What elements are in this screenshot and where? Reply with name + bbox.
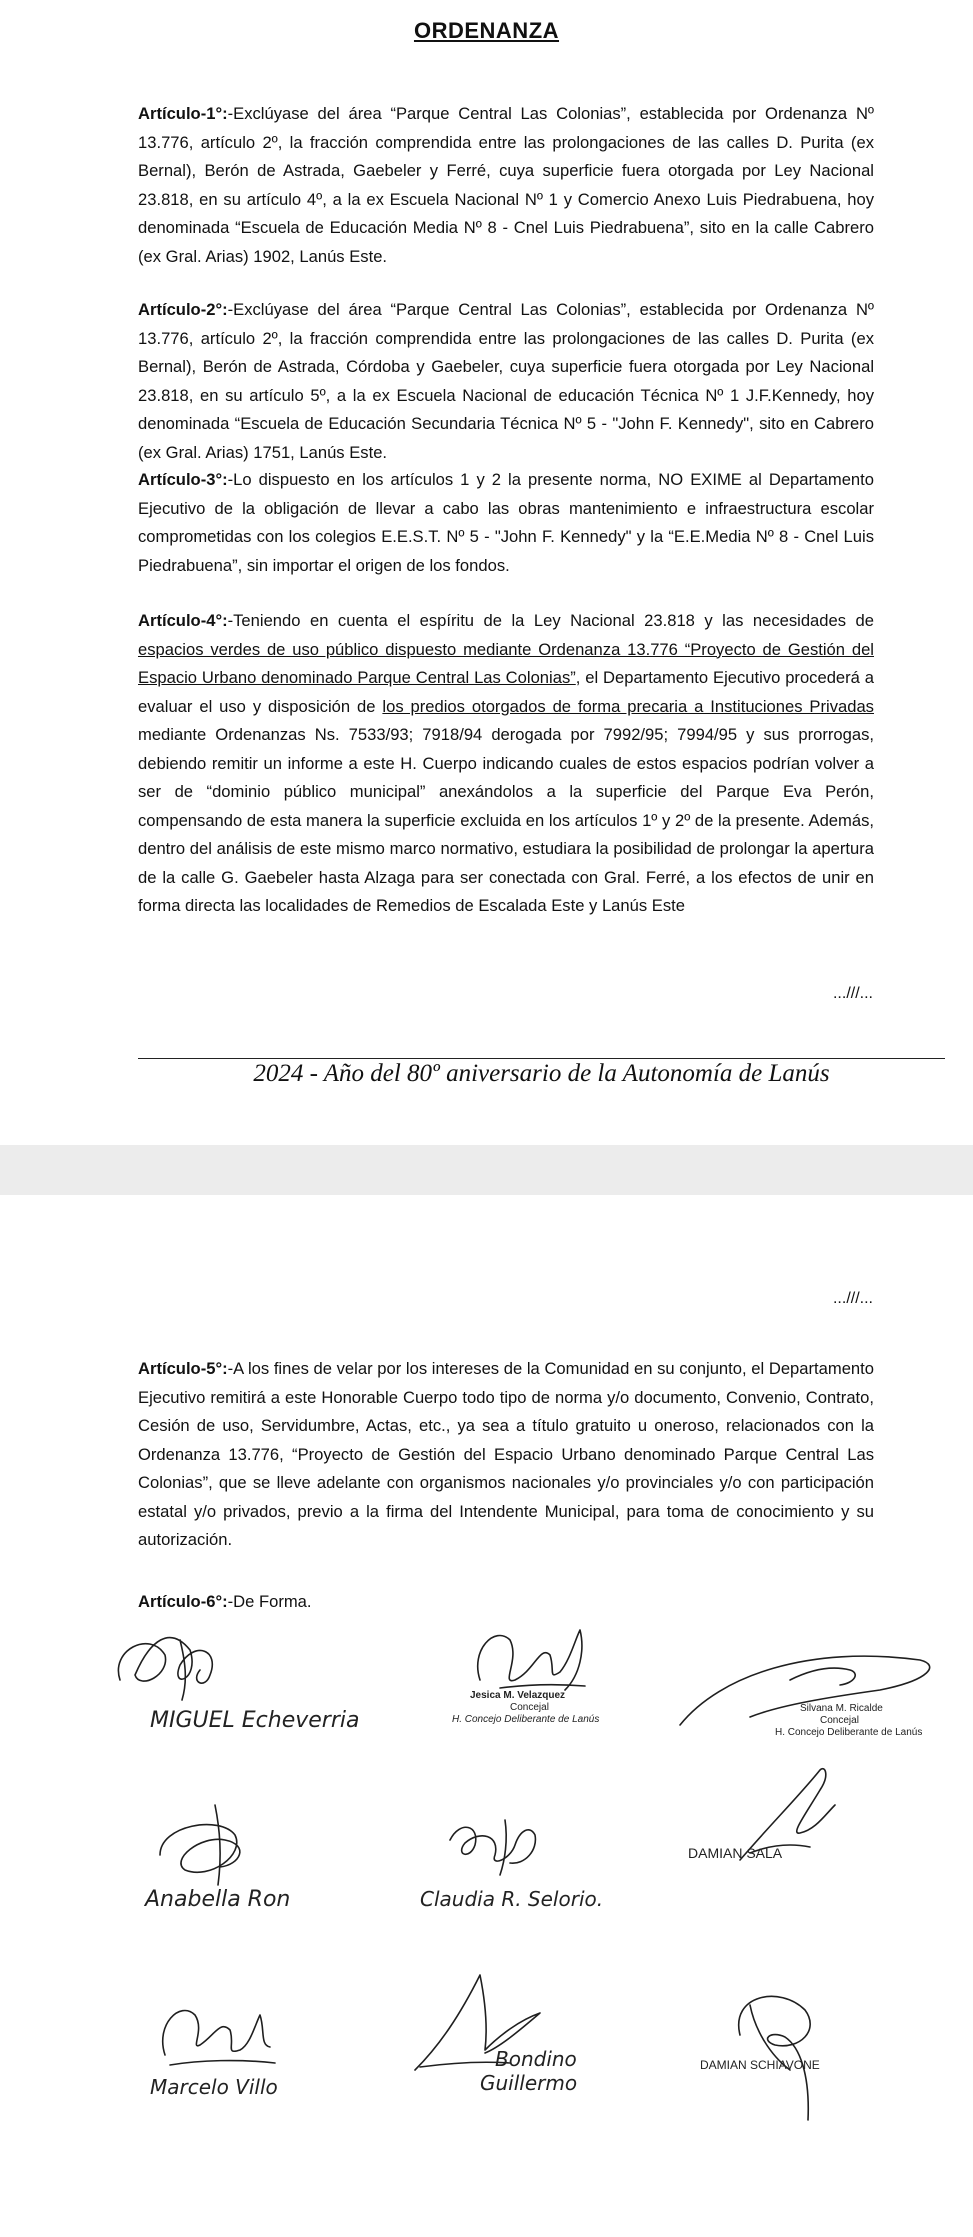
signature-4-name: Anabella Ron	[145, 1887, 291, 1912]
signature-1	[110, 1620, 430, 1733]
article-3-label: Artículo-3°:	[138, 470, 228, 489]
article-4-text-c: mediante Ordenanzas Ns. 7533/93; 7918/94 derogada por 7992/95; 7994/95 y sus prorrogas, debiendo remitir un informe a este H. Cuerpo indicando cuales de estos espacios podrían volver a ser de “dominio público municipal” anexándolos a la superficie del Parque Eva Perón, compensando de esta manera la superficie excluida en los artículos 1º y 2º de la presente. Además, dentro del análisis de este mismo marco normativo, estudiara la posibilidad de prolongar la apertura de la calle G. Gaebeler hasta Alzaga para ser conectada con Gral. Ferré, a los efectos de unir en forma directa las localidades de Remedios de Escalada Este y Lanús Este	[138, 725, 874, 915]
article-6-label: Artículo-6°:	[138, 1592, 228, 1611]
signature-5	[420, 1805, 620, 1915]
signature-1-name: MIGUEL Echeverria	[150, 1708, 360, 1733]
signature-4	[140, 1795, 360, 1915]
article-2-label: Artículo-2°:	[138, 300, 228, 319]
article-4-label: Artículo-4°:	[138, 611, 228, 630]
signature-2-stamp-role: Concejal	[510, 1702, 549, 1713]
signature-8	[400, 1955, 620, 2095]
signature-7	[140, 1985, 360, 2105]
continuation-marker-top: ...///...	[832, 1290, 873, 1307]
article-1-text: -Exclúyase del área “Parque Central Las Colonias”, establecida por Ordenanza Nº 13.776, artículo 2º, la fracción comprendida entre las prolongaciones de las calles D. Purita (ex Bernal), Berón de Astrada, Gaebeler y Ferré, cuya superficie fuera otorgada por Ley Nacional 23.818, en su artículo 4º, a la ex Escuela Nacional Nº 1 y Comercio Anexo Luis Piedrabuena, hoy denominada “Escuela de Educación Media Nº 8 - Cnel Luis Piedrabuena”, sito en la calle Cabrero (ex Gral. Arias) 1902, Lanús Este.	[138, 104, 874, 266]
signature-2	[440, 1610, 640, 1730]
footer-divider	[138, 1058, 945, 1059]
article-5	[138, 1355, 874, 1555]
signature-3	[660, 1635, 950, 1745]
article-1	[138, 100, 874, 271]
signature-9	[680, 1975, 880, 2125]
signature-3-stamp-body: H. Concejo Deliberante de Lanús	[775, 1727, 923, 1738]
article-4-text-b: , el Departamento Ejecutivo procederá a evaluar el uso y disposición de	[138, 668, 874, 716]
document-title: ORDENANZA	[413, 18, 560, 43]
article-4-underline-b: los predios otorgados de forma precaria a Instituciones Privadas	[382, 696, 874, 716]
article-3-text: -Lo dispuesto en los artículos 1 y 2 la presente norma, NO EXIME al Departamento Ejecutivo de la obligación de llevar a cabo las obras mantenimiento e infraestructura escolar comprometidas con los colegios E.E.S.T. Nº 5 - "John F. Kennedy" y la “E.E.Media Nº 8 - Cnel Luis Piedrabuena”, sin importar el origen de los fondos.	[138, 470, 874, 575]
article-5-label: Artículo-5°:	[138, 1359, 228, 1378]
article-4	[138, 607, 874, 921]
signature-5-name: Claudia R. Selorio.	[420, 1887, 604, 1911]
signature-7-name: Marcelo Villo	[150, 2075, 278, 2099]
article-2	[138, 296, 874, 467]
article-4-underline-a: espacios verdes de uso público dispuesto mediante Ordenanza 13.776 “Proyecto de Gestión del Espacio Urbano denominado Parque Central Las Colonias”	[138, 639, 874, 687]
signature-6-name: DAMIAN SALA	[688, 1845, 783, 1861]
article-3	[138, 466, 874, 580]
signature-3-stamp-role: Concejal	[820, 1715, 859, 1726]
footer-text: 2024 - Año del 80º aniversario de la Autonomía de Lanús	[253, 1060, 830, 1087]
signature-6	[680, 1755, 880, 1885]
signature-2-stamp-body: H. Concejo Deliberante de Lanús	[452, 1714, 600, 1725]
signature-9-name: DAMIAN SCHIAVONE	[700, 2058, 820, 2072]
page-separator	[0, 1145, 973, 1195]
signature-6-scribble	[680, 1755, 880, 1885]
article-2-text: -Exclúyase del área “Parque Central Las Colonias”, establecida por Ordenanza Nº 13.776, artículo 2º, la fracción comprendida entre las prolongaciones de las calles D. Purita (ex Bernal), Berón de Astrada, Córdoba y Gaebeler, cuya superficie fuera otorgada por Ley Nacional 23.818, en su artículo 5º, a la ex Escuela Nacional de educación Técnica Nº 1 J.F.Kennedy, hoy denominada “Escuela de Educación Secundaria Técnica Nº 5 - "John F. Kennedy", sito en Cabrero (ex Gral. Arias) 1751, Lanús Este.	[138, 300, 874, 462]
article-6-text: -De Forma.	[227, 1592, 312, 1611]
signature-8-name-first: Bondino	[495, 2047, 577, 2071]
signature-8-name-second: Guillermo	[480, 2071, 578, 2095]
article-4-text-a: -Teniendo en cuenta el espíritu de la Ley Nacional 23.818 y las necesidades de	[227, 611, 874, 630]
signature-9-scribble	[680, 1975, 880, 2125]
continuation-marker-bottom: ...///...	[832, 985, 873, 1002]
article-1-label: Artículo-1°:	[138, 104, 228, 123]
signature-2-stamp-name: Jesica M. Velazquez	[470, 1690, 566, 1701]
article-5-text: -A los fines de velar por los intereses de la Comunidad en su conjunto, el Departamento Ejecutivo remitirá a este Honorable Cuerpo todo tipo de norma y/o documento, Convenio, Contrato, Cesión de uso, Servidumbre, Actas, etc., ya sea a título gratuito u oneroso, relacionados con la Ordenanza 13.776, “Proyecto de Gestión del Espacio Urbano denominado Parque Central Las Colonias”, que se lleve adelante con organismos nacionales y/o provinciales y/o con participación estatal y/o privados, previo a la firma del Intendente Municipal, para toma de conocimiento y su autorización.	[138, 1359, 874, 1549]
signature-3-stamp-name: Silvana M. Ricalde	[800, 1703, 883, 1714]
document-page-2	[0, 1195, 973, 2237]
